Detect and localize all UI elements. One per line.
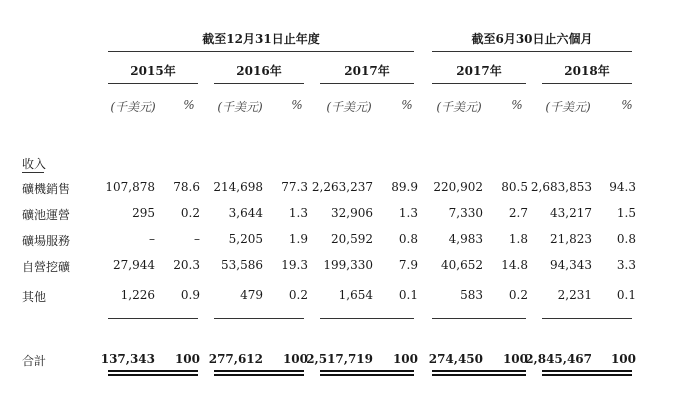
percent-cell: 7.9 [398,258,418,272]
amount-cell: 32,906 [331,206,373,220]
total-percent-cell: 100 [174,352,200,366]
percent-cell: 3.3 [616,258,636,272]
divider [214,83,304,84]
percent-cell: 19.3 [281,258,308,272]
amount-cell: 220,902 [433,180,483,194]
section-label-revenue: 收入 [22,157,47,171]
percent-cell: 1.3 [288,206,308,220]
percent-cell: 2.7 [508,206,528,220]
year-header-2015: 2015年 [130,64,176,78]
unit-label: (千美元) [326,100,372,114]
amount-cell: 2,683,853 [530,180,592,194]
unit-label: % [183,98,195,112]
total-amount-cell: 2,845,467 [525,352,592,366]
amount-cell: 20,592 [331,232,373,246]
double-underline [320,370,414,372]
row-label: 自營挖礦 [22,260,71,274]
unit-label: (千美元) [217,100,263,114]
row-label: 礦場服務 [22,234,71,248]
period-header-half-year: 截至6月30日止六個月 [471,32,593,46]
percent-cell: 1.3 [398,206,418,220]
double-underline [108,370,198,372]
divider [108,83,198,84]
year-header-2016: 2016年 [236,64,282,78]
percent-cell: 1.9 [288,232,308,246]
period-header-annual: 截至12月31日止年度 [202,32,320,46]
amount-cell: 295 [132,206,155,220]
percent-cell: 20.3 [173,258,200,272]
amount-cell: 107,878 [105,180,155,194]
double-underline [214,370,304,372]
percent-cell: 78.6 [173,180,200,194]
row-label: 礦池運營 [22,208,71,222]
double-underline [432,370,526,372]
amount-cell: 5,205 [228,232,263,246]
amount-cell: 43,217 [550,206,592,220]
total-percent-cell: 100 [610,352,636,366]
amount-cell: 1,654 [338,288,373,302]
row-label: 礦機銷售 [22,182,71,196]
amount-cell: 2,231 [557,288,592,302]
total-amount-cell: 137,343 [100,352,155,366]
percent-cell: 80.5 [501,180,528,194]
amount-cell: – [149,232,155,246]
percent-cell: 0.8 [398,232,418,246]
unit-label: (千美元) [436,100,482,114]
amount-cell: 7,330 [448,206,483,220]
amount-cell: 21,823 [550,232,592,246]
percent-cell: 14.8 [501,258,528,272]
double-underline [214,374,304,376]
double-underline [108,374,198,376]
amount-cell: 53,586 [221,258,263,272]
divider [542,318,632,319]
divider [320,318,414,319]
total-percent-cell: 100 [392,352,418,366]
unit-label: (千美元) [110,100,156,114]
divider [108,51,414,52]
divider [432,51,632,52]
percent-cell: 0.2 [180,206,200,220]
double-underline [320,374,414,376]
percent-cell: 77.3 [281,180,308,194]
percent-cell: 0.8 [616,232,636,246]
double-underline [542,374,632,376]
year-header-2017-half: 2017年 [456,64,502,78]
year-header-2018-half: 2018年 [564,64,610,78]
percent-cell: 1.5 [616,206,636,220]
total-percent-cell: 100 [282,352,308,366]
percent-cell: – [194,232,200,246]
amount-cell: 27,944 [113,258,155,272]
amount-cell: 3,644 [228,206,263,220]
amount-cell: 479 [240,288,263,302]
year-header-2017-annual: 2017年 [344,64,390,78]
percent-cell: 0.1 [616,288,636,302]
divider [432,83,526,84]
row-label: 其他 [22,290,47,304]
unit-label: % [401,98,413,112]
percent-cell: 94.3 [609,180,636,194]
total-amount-cell: 2,517,719 [306,352,373,366]
unit-label: (千美元) [545,100,591,114]
divider [542,83,632,84]
divider [108,318,198,319]
percent-cell: 0.2 [288,288,308,302]
percent-cell: 89.9 [391,180,418,194]
total-amount-cell: 274,450 [428,352,483,366]
amount-cell: 94,343 [550,258,592,272]
percent-cell: 0.1 [398,288,418,302]
double-underline [432,374,526,376]
double-underline [542,370,632,372]
percent-cell: 1.8 [508,232,528,246]
amount-cell: 214,698 [213,180,263,194]
divider [320,83,414,84]
amount-cell: 583 [460,288,483,302]
amount-cell: 40,652 [441,258,483,272]
amount-cell: 1,226 [120,288,155,302]
total-amount-cell: 277,612 [208,352,263,366]
divider [432,318,526,319]
divider [214,318,304,319]
total-label: 合計 [22,354,47,368]
section-underline [22,172,44,173]
unit-label: % [621,98,633,112]
percent-cell: 0.9 [180,288,200,302]
total-percent-cell: 100 [502,352,528,366]
percent-cell: 0.2 [508,288,528,302]
amount-cell: 2,263,237 [311,180,373,194]
unit-label: % [511,98,523,112]
amount-cell: 199,330 [323,258,373,272]
amount-cell: 4,983 [448,232,483,246]
unit-label: % [291,98,303,112]
